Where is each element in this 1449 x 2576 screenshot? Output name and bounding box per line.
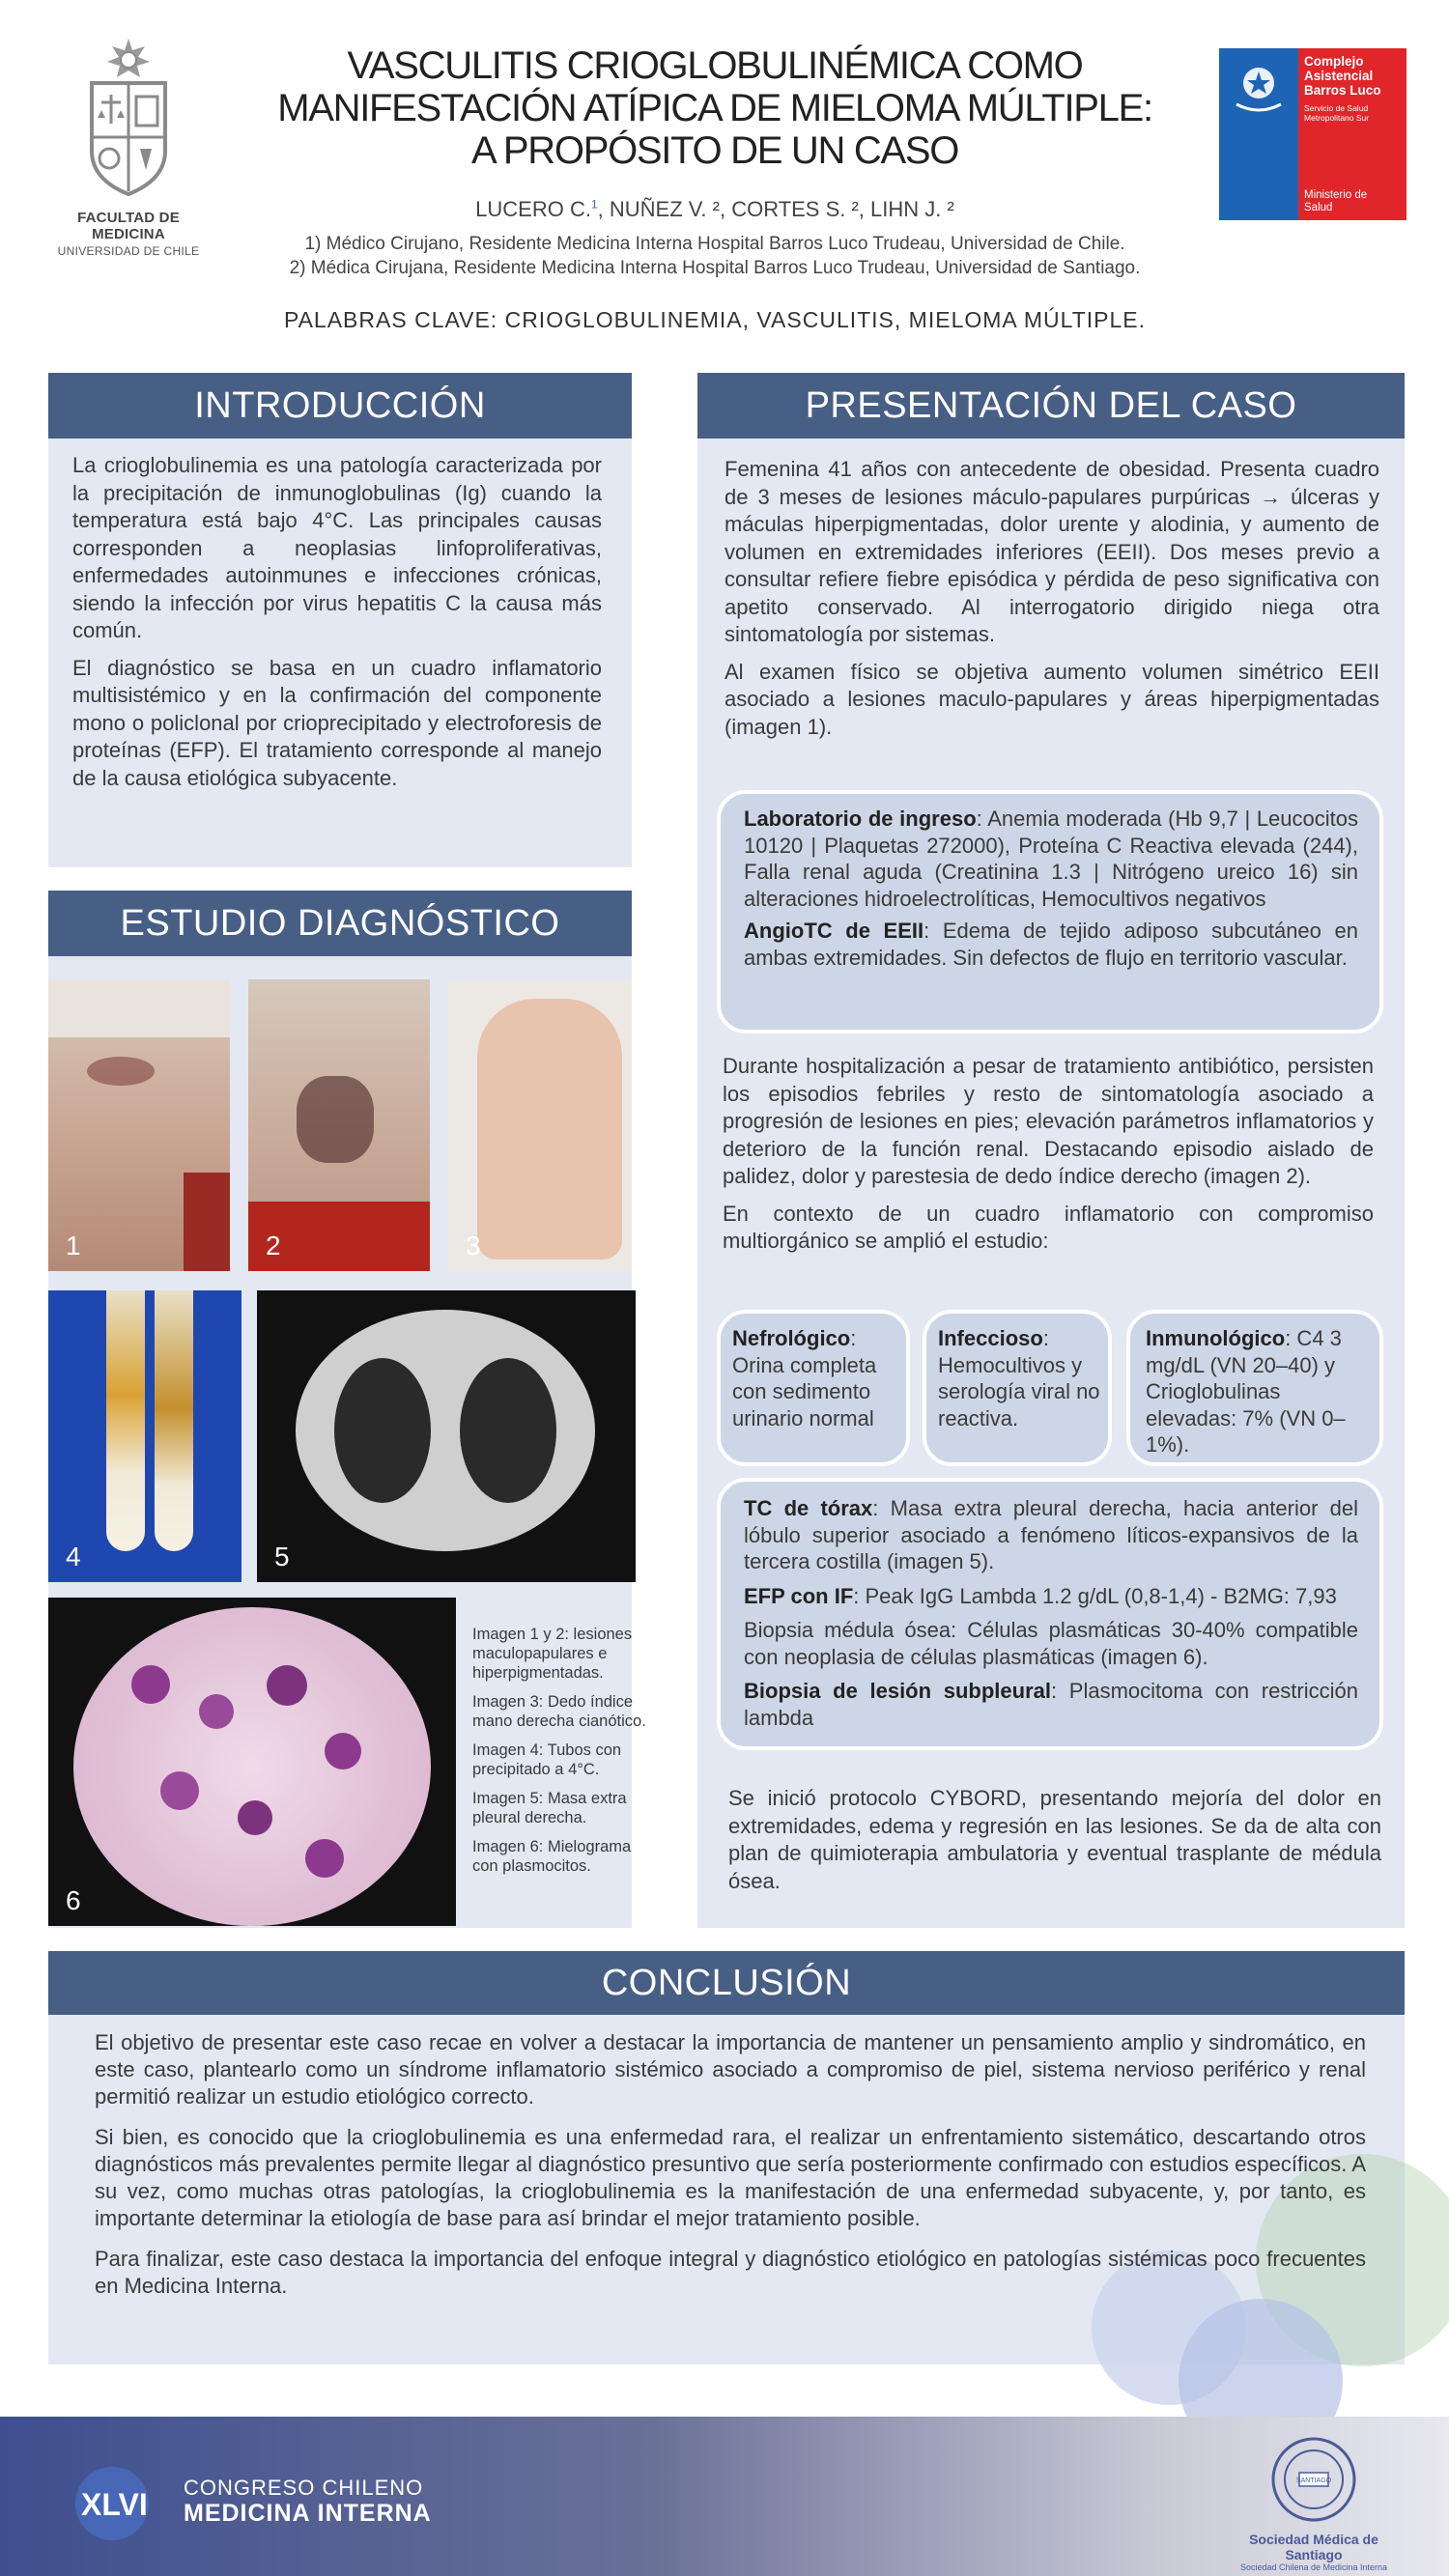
society-name: Sociedad Médica de Santiago [1249, 2532, 1378, 2562]
congress-name [184, 2475, 432, 2527]
author-first: LUCERO C. [475, 197, 591, 221]
image-1-leg-lesions [48, 979, 230, 1271]
logo-subline: Servicio de Salud [1304, 103, 1369, 113]
intro-heading: INTRODUCCIÓN [48, 373, 632, 439]
caso-paragraph: Durante hospitalización a pesar de tratamiento antibiótico, persisten los episodios febriles y resto de sintomatología asociado a progresión de lesiones en pies; elevación parámetros inflamatorios y deterioro de la función renal. Destacando episodio aislado de palidez, dolor y parestesia de dedo índice derecho (imagen 2). [723, 1054, 1374, 1188]
image-number: 5 [274, 1542, 290, 1571]
society-subname: Sociedad Chilena de Medicina Interna [1239, 2562, 1388, 2572]
faculty-crest-icon [71, 35, 186, 204]
tc-text: : Masa extra pleural derecha, hacia anterior del lóbulo superior asociado a fenómeno líticos-expansivos de la tercera costilla (imagen 5). [744, 1496, 1358, 1573]
caso-paragraph: Femenina 41 años con antecedente de obesidad. Presenta cuadro de 3 meses de lesiones máculo-papulares purpúricas → úlceras y máculas hiperpigmentadas, dolor urente y alodinia, y aumento de volumen en extremidades inferiores (EEII). Dos meses previo a consultar refiere fiebre episódica y pérdida de peso significativa con apetito conservado. Al interrogatorio dirigido niega otra sintomatología por sistemas. [724, 457, 1379, 646]
biopsia-label: Biopsia de lesión subpleural [744, 1679, 1051, 1703]
caso-treatment-text [728, 1785, 1381, 1905]
nefrologico-box [717, 1310, 910, 1466]
inmunologico-box [1126, 1310, 1383, 1466]
keywords: PALABRAS CLAVE: CRIOGLOBULINEMIA, VASCULITIS, MIELOMA MÚLTIPLE. [283, 307, 1147, 332]
caption: Imagen 5: Masa extra pleural derecha. [472, 1790, 627, 1826]
inmuno-label: Inmunológico [1146, 1326, 1286, 1350]
poster-title [232, 44, 1198, 172]
infec-text: : Hemocultivos y serología viral no reactiva. [938, 1326, 1100, 1430]
inmuno-text: : C4 3 mg/dL (VN 20–40) y Crioglobulinas elevadas: 7% (VN 0–1%). [1146, 1326, 1346, 1457]
infeccioso-box [923, 1310, 1112, 1466]
image-4-tubes [48, 1290, 242, 1582]
title-line: MANIFESTACIÓN ATÍPICA DE MIELOMA MÚLTIPLE: [277, 87, 1152, 129]
tc-label: TC de tórax [744, 1496, 873, 1520]
logo-red-block [1298, 48, 1406, 220]
logo-subline: Metropolitano Sur [1304, 113, 1370, 123]
image-3-hand [448, 979, 632, 1271]
author-superscript: 1 [590, 197, 598, 212]
conclusion-paragraph: El objetivo de presentar este caso recae en volver a destacar la importancia de mantener un pensamiento amplio y sindromático, en este caso, plantearlo como un síndrome inflamatorio sistémico asociado a compromiso de piel, sistema nervioso periférico y renal permitió realizar un estudio etiológico correcto. [95, 2030, 1366, 2109]
conclusion-paragraph: Si bien, es conocido que la crioglobulinemia es una enfermedad rara, el realizar un enfrentamiento sistemático, descartando otros diagnósticos más prevalentes permite llegar al diagnóstico presuntivo que sería posteriormente confirmado con estudios específicos. A su vez, como muchas otras patologías, la crioglobulinemia es la manifestación de una enfermedad subyacente, y, por tanto, es importante determinar la etiología de base para así brindar el mejor tratamiento posible. [95, 2125, 1366, 2230]
image-number: 3 [466, 1231, 481, 1260]
ministry-line: Salud [1304, 202, 1333, 213]
university-name: UNIVERSIDAD DE CHILE [57, 244, 200, 258]
conclusion-heading: CONCLUSIÓN [48, 1951, 1405, 2015]
caso-paragraph: En contexto de un cuadro inflamatorio con compromiso multiorgánico se amplió el estudio: [723, 1201, 1374, 1253]
image-number: 6 [66, 1885, 81, 1915]
affiliations [193, 232, 1236, 280]
footer-banner [0, 2417, 1449, 2576]
universidad-de-chile-logo [46, 35, 211, 257]
intro-paragraph: La crioglobulinemia es una patología caracterizada por la precipitación de inmunoglobulinas (Ig) cuando la temperatura está bajo 4°C. Las principales causas corresponden a neoplasias linfoproliferativas, enfermedades autoinmunes e infecciones crónicas, siendo la infección por virus hepatitis C la causa más común. [72, 453, 602, 642]
lab-text: : Anemia moderada (Hb 9,7 | Leucocitos 10120 | Plaquetas 272000), Proteína C Reactiva elevada (244), Falla renal aguda (Creatinina 1.3 | Nitrógeno ureico 16) sin alteraciones hidroelectrolíticas, Hemocultivos negativos [744, 807, 1358, 911]
conclusion-paragraph: Para finalizar, este caso destaca la importancia del enfoque integral y diagnóstico etiológico en patologías sistémicas poco frecuentes en Medicina Interna. [95, 2247, 1366, 2298]
image-number: 1 [66, 1231, 81, 1260]
caption: Imagen 6: Mielograma con plasmocitos. [472, 1838, 632, 1875]
biopsia-text: : Plasmocitoma con restricción lambda [744, 1679, 1358, 1730]
imaging-box [717, 1478, 1383, 1750]
logo-blue-block [1219, 48, 1298, 220]
ministry-label [1304, 189, 1367, 214]
angio-label: AngioTC de EEII [744, 919, 924, 943]
logo-line: Complejo [1304, 54, 1364, 69]
caption: Imagen 4: Tubos con precipitado a 4°C. [472, 1741, 622, 1778]
caption: Imagen 1 y 2: lesiones maculopapulares e hiperpigmentadas. [472, 1626, 633, 1682]
seal-text: SANTIAGO [1295, 2477, 1332, 2484]
title-line: A PROPÓSITO DE UN CASO [470, 129, 959, 172]
ministry-line: Ministerio de [1304, 189, 1368, 201]
angio-text: : Edema de tejido adiposo subcutáneo en ambas extremidades. Sin defectos de flujo en territorio vascular. [744, 919, 1358, 970]
logo-line: Barros Luco [1304, 83, 1381, 98]
caption: Imagen 3: Dedo índice mano derecha cianótico. [472, 1693, 646, 1730]
congress-line: MEDICINA INTERNA [184, 2500, 432, 2527]
logo-line: Asistencial [1304, 69, 1374, 83]
faculty-name: FACULTAD DE MEDICINA [77, 210, 180, 242]
affiliation-2: 2) Médica Cirujana, Residente Medicina Interna Hospital Barros Luco Trudeau, Universidad de Santiago. [289, 258, 1141, 278]
nefro-text: : Orina completa con sedimento urinario normal [732, 1326, 877, 1430]
caso-paragraph: Se inició protocolo CYBORD, presentando mejoría del dolor en extremidades, edema y regresión en las lesiones. Se da de alta con plan de quimioterapia ambulatoria y eventual trasplante de médula ósea. [728, 1786, 1381, 1893]
society-logo [1236, 2436, 1391, 2572]
image-captions [472, 1625, 651, 1885]
diagnostico-heading: ESTUDIO DIAGNÓSTICO [48, 891, 632, 956]
authors [232, 197, 1198, 222]
title-line: VASCULITIS CRIOGLOBULINÉMICA COMO [347, 44, 1083, 87]
chile-coat-of-arms-icon [1219, 48, 1298, 145]
congress-line: CONGRESO CHILENO [184, 2476, 424, 2500]
conclusion-body [95, 2029, 1366, 2309]
caso-hospitalization-text [723, 1053, 1374, 1265]
biopsia-medula: Biopsia médula ósea: Células plasmáticas 30-40% compatible con neoplasia de células plasmáticas (imagen 6). [744, 1618, 1358, 1669]
society-seal-icon [1270, 2436, 1357, 2523]
congress-logo-icon [73, 2465, 170, 2542]
lab-box [717, 790, 1383, 1033]
congress-logo-mark: XLVI [81, 2487, 148, 2522]
image-number: 2 [266, 1231, 281, 1260]
hospital-logo [1219, 48, 1406, 220]
caso-intro-text [724, 456, 1379, 750]
lab-label: Laboratorio de ingreso [744, 807, 977, 831]
image-5-ct-scan [257, 1290, 636, 1582]
caso-heading: PRESENTACIÓN DEL CASO [697, 373, 1405, 439]
efp-text: : Peak IgG Lambda 1.2 g/dL (0,8-1,4) - B2MG: 7,93 [853, 1583, 1337, 1608]
image-6-myelogram [48, 1598, 456, 1926]
caso-paragraph: Al examen físico se objetiva aumento volumen simétrico EEII asociado a lesiones maculo-papulares y áreas hiperpigmentadas (imagen 1). [724, 659, 1379, 739]
intro-body [72, 452, 602, 802]
nefro-label: Nefrológico [732, 1326, 851, 1350]
author-rest: , NUÑEZ V. ², CORTES S. ², LIHN J. ² [597, 197, 954, 221]
image-number: 4 [66, 1542, 81, 1571]
efp-label: EFP con IF [744, 1583, 854, 1608]
infec-label: Infeccioso [938, 1326, 1043, 1350]
image-2-leg-ulcers [248, 979, 430, 1271]
affiliation-1: 1) Médico Cirujano, Residente Medicina Interna Hospital Barros Luco Trudeau, Universidad de Chile. [304, 234, 1125, 254]
intro-paragraph: El diagnóstico se basa en un cuadro inflamatorio multisistémico y en la confirmación del componente mono o policlonal por crioprecipitado y electroforesis de proteínas (EFP). El tratamiento corresponde al manejo de la causa etiológica subyacente. [72, 655, 602, 790]
